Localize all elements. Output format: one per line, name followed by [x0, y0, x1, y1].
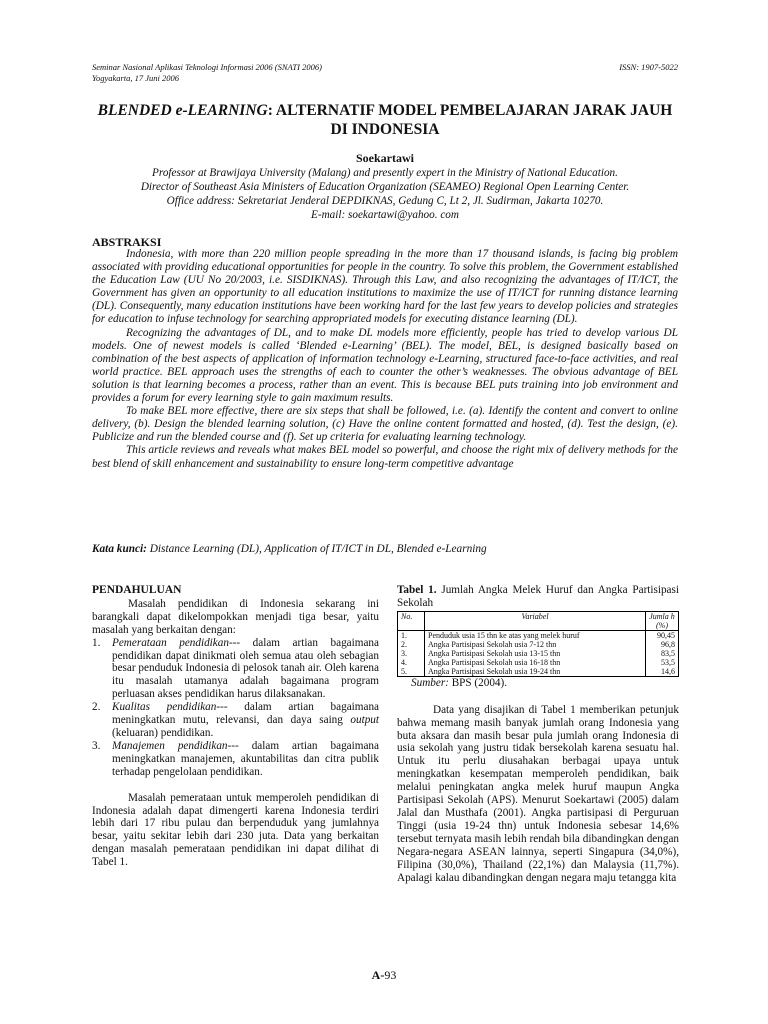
list-item	[92, 637, 379, 702]
cell-value: 14,6	[646, 667, 679, 677]
cell-variable: Angka Partisipasi Sekolah usia 16-18 thn	[425, 658, 646, 667]
affiliation-line: Office address: Sekretariat Jenderal DEPDIKNAS, Gedung C, Lt 2, Jl. Sudirman, Jakarta 10270.	[166, 195, 604, 207]
affiliation-line: Director of Southeast Asia Ministers of Education Organization (SEAMEO) Regional Open Learning Center.	[140, 181, 630, 193]
header-value: Jumla h (%)	[646, 611, 679, 630]
page-number	[0, 968, 768, 983]
cell-variable: Angka Partisipasi Sekolah usia 13-15 thn	[425, 649, 646, 658]
table-source	[411, 677, 679, 690]
issn: ISSN: 1907-5022	[619, 62, 678, 72]
cell-variable: Angka Partisipasi Sekolah usia 7-12 thn	[425, 640, 646, 649]
title-italic: BLENDED e-LEARNING	[97, 102, 268, 119]
page-prefix: A-	[371, 968, 385, 982]
right-column	[397, 584, 679, 884]
author-email: E-mail: soekartawi@yahoo. com	[311, 209, 459, 221]
abstract-paragraph: Indonesia, with more than 220 million people spreading in the more than 17 thousand islands, is facing big problem associated with providing educational opportunities for people in the country. To solve this problem, the Government established the Education Law (UU No 20/2003, i.e. SISDIKNAS). Through this Law, and also recognizing the advantages of IT/ICT, the Government has given an opportunity to all education institutions to maximize the use of IT/ICT for running distance learning (DL). Consequently, many education institutions have been working hard for the last few years to develop policies and strategies for education to infuse technology for searching appropriated models for executing distance learning (DL).	[92, 248, 678, 326]
cell-variable: Penduduk usia 15 thn ke atas yang melek huruf	[425, 630, 646, 640]
list-text: --- dalam artian bagaimana meningkatkan manajemen, akuntabilitas dan citra publik terhadap pengelolaan pendidikan.	[112, 739, 379, 778]
list-text: --- dalam artian bagaimana meningkatkan mutu, relevansi, dan daya saing	[112, 701, 379, 727]
cell-value: 96,8	[646, 640, 679, 649]
cell-value: 90,45	[646, 630, 679, 640]
cell-value: 53,5	[646, 658, 679, 667]
paper-title	[92, 101, 678, 139]
abstract	[92, 248, 678, 471]
list-term: output	[350, 714, 379, 727]
cell-variable: Angka Partisipasi Sekolah usia 19-24 thn	[425, 667, 646, 677]
abstract-heading: ABSTRAKSI	[92, 235, 162, 249]
list-term: Kualitas pendidikan	[112, 701, 217, 714]
cell-no: 3.	[398, 649, 425, 658]
cell-no: 1.	[398, 630, 425, 640]
cell-no: 5.	[398, 667, 425, 677]
keywords-text: Distance Learning (DL), Application of IT/ICT in DL, Blended e-Learning	[146, 543, 487, 555]
problem-list	[92, 637, 379, 779]
list-text: (keluaran) pendidikan.	[112, 726, 214, 739]
cell-value: 83,5	[646, 649, 679, 658]
abstract-paragraph: Recognizing the advantages of DL, and to make DL models more efficiently, people has tried to develop various DL models. One of newest models is called ‘Blended e-Learning’ (BEL). The model, BEL, is designed basically based on combination of the best aspects of application of information technology e-Learning, structured face-to-face activities, and real world practice. BEL approach uses the strengths of each to counter the other’s weaknesses. The obvious advantage of BEL solution is that learning becomes a process, rather than an event. This is because BEL puts training into job environment and provides a forum for every learning style to gain maximum results.	[92, 326, 678, 405]
table-row	[398, 640, 679, 649]
list-text: --- dalam artian bagaimana pendidikan dapat dinikmati oleh semua atau oleh sebagian besar penduduk Indonesia di pelosok tanah air. Oleh karena itu masalah utamanya adalah bagaimana program perluasan akses pendidikan harus dilaksanakan.	[112, 636, 379, 701]
author-affiliation	[90, 166, 680, 222]
table-row	[398, 667, 679, 677]
body-paragraph: Masalah pemerataan untuk memperoleh pendidikan di Indonesia adalah dapat dimengerti karena Indonesia terdiri lebih dari 17 ribu pulau dan berpenduduk yang jumlahnya besar, yaitu sekitar lebih dari 230 juta. Data yang berkaitan dengan masalah pemerataan pendidikan ini dapat dilihat di Tabel 1.	[92, 791, 379, 869]
table-caption-text: Jumlah Angka Melek Huruf dan Angka Partisipasi Sekolah	[397, 584, 679, 609]
list-number: 2.	[92, 701, 101, 714]
section-heading: PENDAHULUAN	[92, 584, 182, 596]
table-row	[398, 630, 679, 640]
conference-location-date: Yogyakarta, 17 Juni 2006	[92, 73, 180, 83]
list-number: 3.	[92, 739, 101, 752]
table-label: Tabel 1.	[397, 584, 437, 596]
cell-no: 2.	[398, 640, 425, 649]
cell-no: 4.	[398, 658, 425, 667]
keywords-label: Kata kunci:	[92, 543, 147, 555]
list-term: Pemerataan pendidikan	[112, 636, 229, 649]
author-name: Soekartawi	[356, 151, 414, 165]
title-line2: DI INDONESIA	[330, 121, 440, 138]
affiliation-line: Professor at Brawijaya University (Malang) and presently expert in the Ministry of National Education.	[152, 167, 618, 179]
intro-paragraph: Masalah pendidikan di Indonesia sekarang ini barangkali dapat dikelompokkan menjadi tiga besar, yaitu masalah yang berkaitan dengan:	[92, 597, 379, 636]
header-no: No.	[398, 611, 425, 630]
body-paragraph: Data yang disajikan di Tabel 1 memberikan petunjuk bahwa memang masih banyak jumlah orang Indonesia yang buta aksara dan masih besar pula jumlah orang Indonesia di usia sekolah yang justru tidak bersekolah karena sesuatu hal. Untuk itu perlu diusahakan berbagai upaya untuk meningkatkan kesempatan memperoleh pendidikan, baik melalui peningkatan angka melek huruf maupun Angka Partisipasi Sekolah (APS). Menurut Soekartawi (2005) dalam Jalal dan Musthafa (2001). Angka partisipasi di Perguruan Tinggi (usia 19-24 thn) untuk Indonesia sebesar 14,6% tersebut ternyata masih lebih rendah bila dibandingkan dengan Negara-negara ASEAN lainnya, seperti Singapura (34,0%), Filipina (30,0%), Thailand (22,1%) dan Malaysia (11,7%). Apalagi kalau dibandingkan dengan negara maju tetangga kita	[397, 703, 679, 884]
list-item	[92, 701, 379, 740]
left-column	[92, 584, 379, 869]
keywords	[92, 543, 678, 555]
header-variable: Variabel	[425, 611, 646, 630]
conference-name: Seminar Nasional Aplikasi Teknologi Informasi 2006 (SNATI 2006)	[92, 62, 322, 72]
list-item	[92, 740, 379, 779]
running-header	[92, 62, 322, 84]
data-table	[397, 611, 679, 677]
list-number: 1.	[92, 636, 101, 649]
table-caption	[397, 584, 679, 610]
source-label: Sumber:	[411, 676, 449, 689]
source-text: BPS (2004).	[448, 676, 508, 689]
title-rest: : ALTERNATIF MODEL PEMBELAJARAN JARAK JAUH	[267, 102, 673, 119]
table-row	[398, 649, 679, 658]
table-row	[398, 658, 679, 667]
table-header-row	[398, 611, 679, 630]
page-value: 93	[384, 968, 397, 982]
abstract-paragraph: To make BEL more effective, there are six steps that shall be followed, i.e. (a). Identify the content and convert to online delivery, (b). Design the blended learning solution, (c) Have the online content formatted and hosted, (d). Test the design, (e). Publicize and run the blended course and (f). Set up criteria for evaluating learning technology.	[92, 405, 678, 444]
abstract-paragraph: This article reviews and reveals what makes BEL model so powerful, and choose the right mix of delivery methods for the best blend of skill enhancement and sustainability to ensure long-term competitive advantage	[92, 444, 678, 470]
list-term: Manajemen pendidikan	[112, 739, 228, 752]
